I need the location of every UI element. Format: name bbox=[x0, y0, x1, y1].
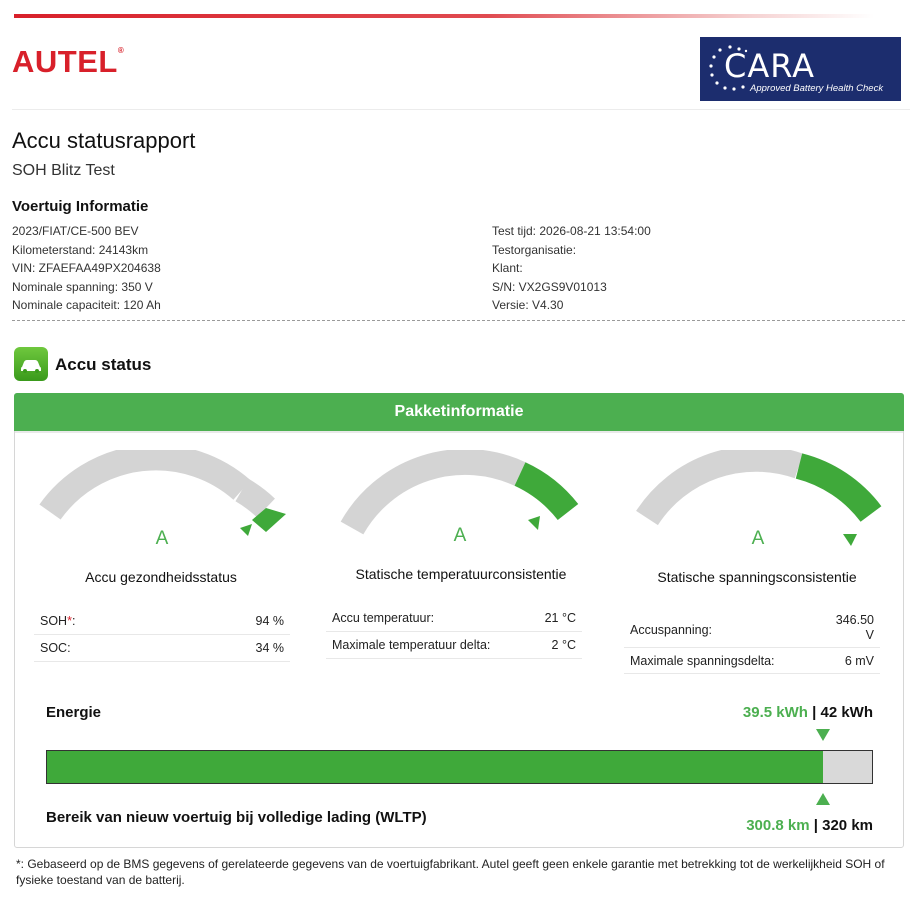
soh-value: 94 % bbox=[255, 614, 284, 628]
range-label: Bereik van nieuw voertuig bij volledige lading (WLTP) bbox=[46, 809, 427, 826]
test-time: Test tijd: 2026-08-21 13:54:00 bbox=[492, 224, 651, 238]
table-row bbox=[326, 605, 582, 632]
voltage-gauge-label: Statische spanningsconsistentie bbox=[657, 569, 857, 585]
battery-voltage-key: Accuspanning: bbox=[630, 622, 713, 637]
voltage-values-table bbox=[624, 608, 880, 674]
serial-number: S/N: VX2GS9V01013 bbox=[492, 279, 607, 294]
soh-grade: A bbox=[155, 528, 169, 549]
max-temperature-delta-value: 2 °C bbox=[551, 638, 576, 652]
temperature-values-table bbox=[326, 605, 582, 659]
table-row bbox=[34, 635, 290, 662]
battery-temperature-key: Accu temperatuur: bbox=[332, 611, 435, 625]
energy-label: Energie bbox=[46, 704, 102, 721]
test-organisation: Testorganisatie: bbox=[492, 242, 577, 257]
car-battery-icon bbox=[14, 347, 48, 381]
range-marker-icon bbox=[816, 793, 830, 805]
max-temperature-delta-key: Maximale temperatuur delta: bbox=[332, 638, 491, 652]
energy-values bbox=[743, 704, 873, 721]
report-subtitle: SOH Blitz Test bbox=[12, 162, 115, 179]
battery-voltage-value: 346.50 V bbox=[835, 612, 874, 642]
range-separator: | bbox=[813, 817, 818, 834]
vehicle-info-heading: Voertuig Informatie bbox=[12, 198, 149, 215]
table-row bbox=[326, 632, 582, 659]
range-values bbox=[746, 817, 873, 834]
section-divider bbox=[12, 320, 905, 321]
voltage-grade: A bbox=[751, 528, 765, 549]
energy-current: 39.5 kWh bbox=[742, 704, 808, 721]
temperature-gauge-label: Statische temperatuurconsistentie bbox=[355, 566, 567, 582]
table-row bbox=[34, 608, 290, 635]
soc-key: SOC: bbox=[40, 641, 71, 655]
software-version: Versie: V4.30 bbox=[492, 298, 564, 312]
energy-total: 42 kWh bbox=[820, 704, 873, 721]
energy-marker-icon bbox=[816, 729, 830, 741]
energy-bar-fill bbox=[47, 751, 823, 783]
header-divider bbox=[12, 109, 910, 110]
range-total: 320 km bbox=[822, 817, 873, 834]
vehicle-nominal-capacity: Nominale capaciteit: 120 Ah bbox=[12, 298, 161, 312]
panel-header-strip bbox=[15, 431, 903, 433]
vehicle-model: 2023/FIAT/CE-500 BEV bbox=[12, 224, 139, 238]
max-voltage-delta-key: Maximale spanningsdelta: bbox=[630, 653, 775, 668]
package-info-header: Pakketinformatie bbox=[14, 393, 904, 431]
table-row bbox=[624, 648, 880, 674]
range-current: 300.8 km bbox=[746, 817, 810, 834]
max-voltage-delta-value: 6 mV bbox=[844, 653, 874, 668]
battery-temperature-value: 21 °C bbox=[544, 611, 576, 625]
cara-title: CARA bbox=[724, 47, 816, 85]
battery-status-title: Accu status bbox=[55, 355, 152, 374]
autel-logo: AUTEL® bbox=[12, 44, 125, 79]
cara-badge bbox=[700, 37, 901, 101]
vehicle-vin: VIN: ZFAEFAA49PX204638 bbox=[12, 261, 161, 275]
energy-bar bbox=[46, 750, 873, 784]
vehicle-mileage: Kilometerstand: 24143km bbox=[12, 242, 149, 257]
table-row bbox=[624, 608, 880, 648]
report-title: Accu statusrapport bbox=[12, 128, 196, 153]
soh-gauge-label: Accu gezondheidsstatus bbox=[85, 569, 237, 585]
customer: Klant: bbox=[492, 261, 523, 275]
soh-key: SOH*: bbox=[40, 614, 76, 628]
soh-values-table bbox=[34, 608, 290, 662]
soc-value: 34 % bbox=[255, 641, 284, 655]
temperature-grade: A bbox=[453, 525, 467, 546]
energy-separator: | bbox=[812, 704, 817, 721]
footnote: *: Gebaseerd op de BMS gegevens of gerelateerde gegevens van de voertuigfabrikant. Autel geeft geen enkele garantie met betrekking tot de werkelijkheid SOH of fysieke toestand van de batterij. bbox=[16, 857, 885, 887]
vehicle-info-right bbox=[492, 222, 651, 315]
cara-subtitle: Approved Battery Health Check bbox=[750, 83, 884, 94]
vehicle-nominal-voltage: Nominale spanning: 350 V bbox=[12, 279, 153, 294]
vehicle-info-left bbox=[12, 222, 161, 315]
header-accent-line bbox=[14, 14, 874, 18]
